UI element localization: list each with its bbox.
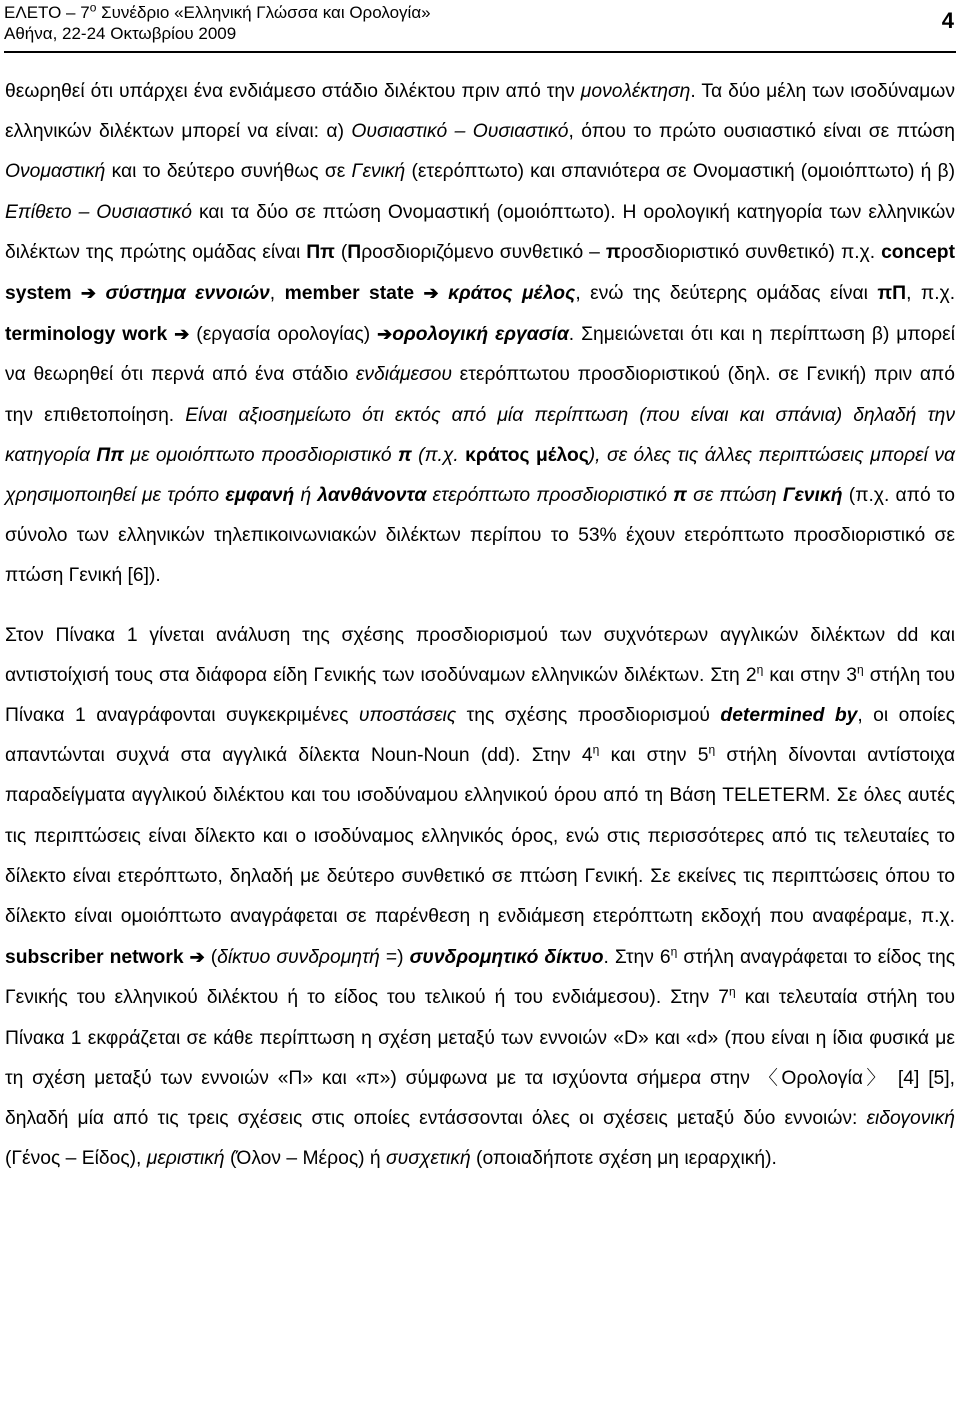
- paragraph-2: Στον Πίνακα 1 γίνεται ανάλυση της σχέσης προσδιορισμού των συχνότερων αγγλικών διλέκτων dd και αντιστοίχισή τους στα διάφορα είδη Γενικής των ισοδύναμων ελληνικών διλέκτων. Στη $2^\eta$ και στην $3^\eta$ στήλη του Πίνακα 1 αναγράφονται συγκεκριμένες υποστάσεις της σχέσης προσδιορισμού determined by, οι οποίες απαντώνται συχνά στα αγγλικά δίλεκτα Noun-Noun (dd). Στην $4^\eta$ και στην $5^\eta$ στήλη δίνονται αντίστοιχα παραδείγματα αγγλικού διλέκτου και του ισοδύναμου ελληνικού όρου από τη Βάση TELETERM. Σε όλες αυτές τις περιπτώσεις είναι δίλεκτο και ο ισοδύναμος ελληνικός όρος, ενώ στις περισσότερες από τις τελευταίες το δίλεκτο είναι ετερόπτωτο, δηλαδή με δεύτερο συνθετικό σε πτώση Γενική. Σε εκείνες τις περιπτώσεις όπου το δίλεκτο είναι ομοιόπτωτο αναγράφεται σε παρένθεση η ενδιάμεση ετερόπτωτη εκδοχή που αναφέραμε, π.χ. subscriber network ➔ (δίκτυο συνδρομητή =) συνδρομητικό δίκτυο. Στην $6^\eta$ στήλη αναγράφεται το είδος της Γενικής του ελληνικού διλέκτου ή το είδος του τελικού ή του ενδιάμεσου). Στην $7^\eta$ και τελευταία στήλη του Πίνακα 1 εκφράζεται σε κάθε περίπτωση η σχέση μεταξύ των εννοιών «D» και «d» (που είναι η ίδια φυσικά με τη σχέση μεταξύ των εννοιών «Π» και «π») σύμφωνα με τα ισχύοντα σήμερα στην 〈Ορολογία〉 [4] [5], δηλαδή μία από τις τρεις σχέσεις στις οποίες εντάσσονται όλες οι σχέσεις μεταξύ δύο εννοιών: ειδογονική (Γένος – Είδος), μεριστική (Όλον – Μέρος) ή συσχετική (οποιαδήποτε σχέση μη ιεραρχική).: [5, 624, 955, 1170]
- page-number: 4: [941, 8, 954, 33]
- arrow-right-icon: ➔: [189, 947, 205, 968]
- header-rule: [4, 51, 956, 53]
- paragraph-1: θεωρηθεί ότι υπάρχει ένα ενδιάμεσο στάδιο διλέκτου πριν από την μονολέκτηση. Τα δύο μέλη των ισοδύναμων ελληνικών διλέκτων μπορεί να είναι: α) Ουσιαστικό – Ουσιαστικό, όπου το πρώτο ουσιαστικό είναι σε πτώση Ονομαστική και το δεύτερο συνήθως σε Γενική (ετερόπτωτο) και σπανιότερα σε Ονομαστική (ομοιόπτωτο) ή β) Επίθετο – Ουσιαστικό και τα δύο σε πτώση Ονομαστική (ομοιόπτωτο). Η ορολογική κατηγορία των ελληνικών διλέκτων της πρώτης ομάδας είναι Ππ (Προσδιοριζόμενο συνθετικό – προσδιοριστικό συνθετικό) π.χ. concept system ➔ σύστημα εννοιών, member state ➔ κράτος μέλος, ενώ της δεύτερης ομάδας είναι πΠ, π.χ. terminology work ➔ (εργασία ορολογίας) ➔ορολογική εργασία. Σημειώνεται ότι και η περίπτωση β) μπορεί να θεωρηθεί ότι περνά από ένα στάδιο ενδιάμεσου ετερόπτωτου προσδιοριστικού (δηλ. σε Γενική) πριν από την επιθετοποίηση. Είναι αξιοσημείωτο ότι εκτός από μία περίπτωση (που είναι και σπάνια) δηλαδή την κατηγορία Ππ με ομοιόπτωτο προσδιοριστικό π (π.χ. κράτος μέλος), σε όλες τις άλλες περιπτώσεις μπορεί να χρησιμοποιηθεί με τρόπο εμφανή ή λανθάνοντα ετερόπτωτο προσδιοριστικό π σε πτώση Γενική (π.χ. από το σύνολο των ελληνικών τηλεπικοινωνιακών διλέκτων περίπου το 53% έχουν ετερόπτωτο προσδιοριστικό σε πτώση Γενική [6]).: [5, 81, 956, 587]
- page-body: [5, 72, 955, 1179]
- arrow-right-icon: ➔: [377, 324, 393, 345]
- arrow-right-icon: ➔: [174, 324, 190, 345]
- conference-title: ΕΛΕΤΟ – $7^o$ Συνέδριο «Ελληνική Γλώσσα και Ορολογία»: [4, 0, 431, 22]
- arrow-right-icon: ➔: [423, 283, 439, 304]
- arrow-right-icon: ➔: [80, 283, 97, 304]
- page-header: [4, 2, 956, 48]
- conference-date: Αθήνα, 22-24 Οκτωβρίου 2009: [4, 24, 237, 43]
